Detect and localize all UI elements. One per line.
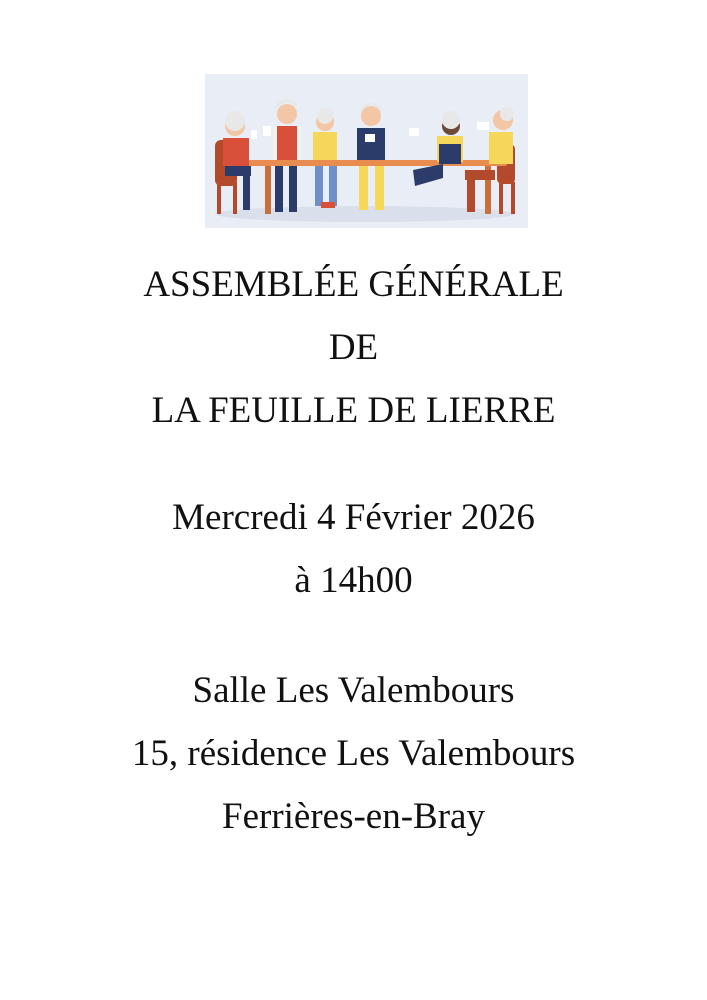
event-date: Mercredi 4 Février 2026 xyxy=(172,497,535,538)
venue-address: 15, résidence Les Valembours xyxy=(131,733,576,774)
event-time: à 14h00 xyxy=(294,560,413,601)
title-line-1: ASSEMBLÉE GÉNÉRALE xyxy=(143,264,564,305)
venue-name: Salle Les Valembours xyxy=(192,670,515,711)
title-line-2: DE xyxy=(328,327,379,368)
title-line-3: LA FEUILLE DE LIERRE xyxy=(151,390,556,431)
venue-town: Ferrières-en-Bray xyxy=(222,796,485,837)
seniors-playing-cards-illustration xyxy=(205,74,528,228)
